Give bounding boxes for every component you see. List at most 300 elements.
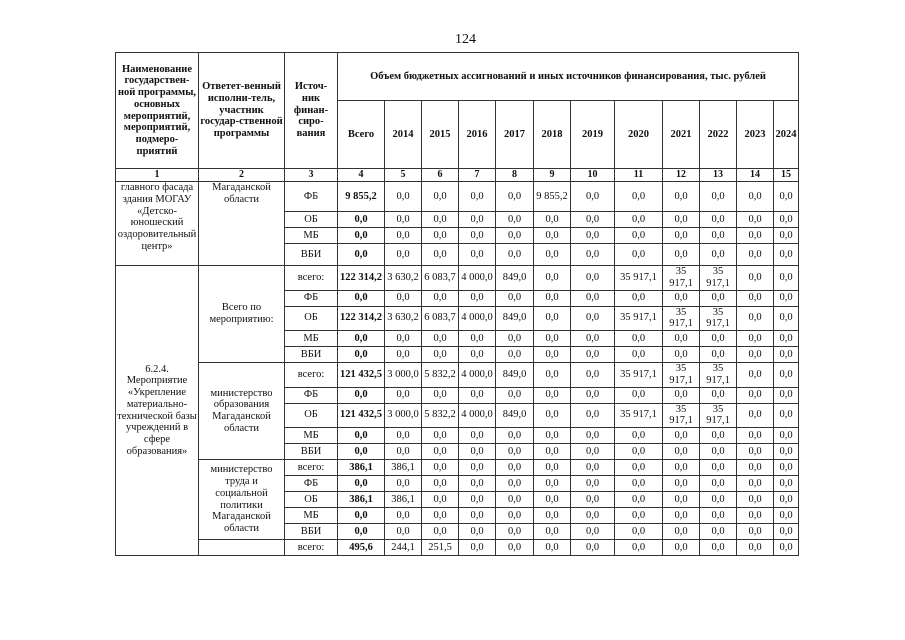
value-cell: 0,0 [737, 228, 774, 244]
source-cell: МБ [285, 428, 338, 444]
value-cell: 0,0 [571, 540, 615, 556]
value-cell: 0,0 [571, 182, 615, 212]
header-executor: Ответет-венный исполни-тель, участник государ-ственной программы [199, 53, 285, 169]
value-cell: 0,0 [534, 212, 571, 228]
value-cell: 35 917,1 [663, 403, 700, 428]
value-cell: 0,0 [422, 508, 459, 524]
value-cell: 251,5 [422, 540, 459, 556]
value-cell: 0,0 [385, 228, 422, 244]
value-cell: 0,0 [615, 428, 663, 444]
value-cell: 0,0 [496, 524, 534, 540]
value-cell: 0,0 [338, 428, 385, 444]
value-cell: 0,0 [338, 508, 385, 524]
value-cell: 0,0 [459, 540, 496, 556]
value-cell: 0,0 [338, 212, 385, 228]
value-cell: 0,0 [459, 460, 496, 476]
page-number: 124 [455, 32, 476, 47]
source-cell: ВБИ [285, 444, 338, 460]
value-cell: 0,0 [663, 428, 700, 444]
value-cell: 0,0 [774, 331, 799, 347]
value-cell: 0,0 [422, 428, 459, 444]
value-cell: 0,0 [737, 444, 774, 460]
value-cell: 0,0 [496, 428, 534, 444]
value-cell: 4 000,0 [459, 306, 496, 331]
value-cell: 0,0 [496, 331, 534, 347]
value-cell: 0,0 [663, 244, 700, 266]
value-cell: 0,0 [459, 444, 496, 460]
value-cell: 0,0 [571, 508, 615, 524]
value-cell: 0,0 [571, 266, 615, 291]
value-cell: 0,0 [534, 306, 571, 331]
value-cell: 121 432,5 [338, 403, 385, 428]
value-cell: 0,0 [422, 331, 459, 347]
column-number: 14 [737, 169, 774, 182]
program-name-cell: главного фасада здания МОГАУ «Детско-юношеский оздоровительный центр» [116, 182, 199, 266]
value-cell: 0,0 [774, 428, 799, 444]
value-cell: 0,0 [737, 508, 774, 524]
source-cell: ФБ [285, 290, 338, 306]
value-cell: 0,0 [534, 403, 571, 428]
value-cell: 0,0 [615, 182, 663, 212]
value-cell: 0,0 [615, 524, 663, 540]
value-cell: 0,0 [534, 508, 571, 524]
value-cell: 0,0 [615, 444, 663, 460]
value-cell: 0,0 [534, 524, 571, 540]
value-cell: 0,0 [663, 460, 700, 476]
value-cell: 0,0 [422, 476, 459, 492]
value-cell: 0,0 [700, 331, 737, 347]
value-cell: 0,0 [700, 444, 737, 460]
value-cell: 0,0 [338, 290, 385, 306]
value-cell: 0,0 [385, 387, 422, 403]
value-cell: 0,0 [774, 524, 799, 540]
value-cell: 0,0 [496, 182, 534, 212]
value-cell: 0,0 [615, 212, 663, 228]
value-cell: 0,0 [496, 444, 534, 460]
value-cell: 386,1 [338, 460, 385, 476]
column-number: 5 [385, 169, 422, 182]
value-cell: 0,0 [663, 228, 700, 244]
value-cell: 0,0 [737, 524, 774, 540]
column-number: 11 [615, 169, 663, 182]
value-cell: 0,0 [385, 524, 422, 540]
value-cell: 0,0 [700, 476, 737, 492]
value-cell: 0,0 [571, 306, 615, 331]
budget-table [115, 52, 799, 556]
value-cell: 0,0 [496, 508, 534, 524]
value-cell: 0,0 [700, 228, 737, 244]
value-cell: 0,0 [338, 347, 385, 363]
value-cell: 4 000,0 [459, 363, 496, 388]
value-cell: 386,1 [385, 492, 422, 508]
value-cell: 386,1 [338, 492, 385, 508]
value-cell: 0,0 [774, 212, 799, 228]
value-cell: 0,0 [700, 460, 737, 476]
value-cell: 35 917,1 [663, 266, 700, 291]
value-cell: 0,0 [422, 182, 459, 212]
value-cell: 0,0 [774, 403, 799, 428]
value-cell: 0,0 [385, 508, 422, 524]
executor-cell: министерство образования Магаданской области [199, 363, 285, 460]
column-number: 7 [459, 169, 496, 182]
value-cell: 849,0 [496, 363, 534, 388]
value-cell: 0,0 [571, 524, 615, 540]
value-cell: 0,0 [459, 212, 496, 228]
value-cell: 0,0 [737, 331, 774, 347]
value-cell: 122 314,2 [338, 306, 385, 331]
value-cell: 0,0 [774, 182, 799, 212]
value-cell: 0,0 [663, 182, 700, 212]
value-cell: 0,0 [422, 228, 459, 244]
value-cell: 0,0 [700, 387, 737, 403]
header-year: 2016 [459, 101, 496, 169]
value-cell: 0,0 [571, 244, 615, 266]
value-cell: 0,0 [700, 212, 737, 228]
value-cell: 0,0 [422, 460, 459, 476]
value-cell: 9 855,2 [534, 182, 571, 212]
header-year: 2020 [615, 101, 663, 169]
value-cell: 0,0 [422, 492, 459, 508]
value-cell: 35 917,1 [700, 403, 737, 428]
value-cell: 0,0 [459, 428, 496, 444]
value-cell: 0,0 [615, 492, 663, 508]
value-cell: 0,0 [700, 244, 737, 266]
value-cell: 849,0 [496, 306, 534, 331]
value-cell: 0,0 [459, 476, 496, 492]
value-cell: 0,0 [385, 244, 422, 266]
value-cell: 0,0 [615, 228, 663, 244]
source-cell: всего: [285, 266, 338, 291]
source-cell: ОБ [285, 492, 338, 508]
value-cell: 0,0 [615, 476, 663, 492]
value-cell: 0,0 [422, 524, 459, 540]
program-name-cell: 6.2.4. Мероприятие «Укрепление материально-технической базы учреждений в сфере образования» [116, 266, 199, 556]
value-cell: 0,0 [571, 492, 615, 508]
value-cell: 0,0 [700, 540, 737, 556]
value-cell: 0,0 [459, 331, 496, 347]
value-cell: 3 630,2 [385, 306, 422, 331]
value-cell: 0,0 [459, 524, 496, 540]
value-cell: 0,0 [338, 476, 385, 492]
table-row [116, 460, 799, 476]
value-cell: 0,0 [385, 290, 422, 306]
value-cell: 0,0 [737, 290, 774, 306]
value-cell: 0,0 [459, 228, 496, 244]
value-cell: 0,0 [737, 387, 774, 403]
value-cell: 0,0 [422, 244, 459, 266]
value-cell: 0,0 [338, 444, 385, 460]
value-cell: 0,0 [700, 524, 737, 540]
value-cell: 0,0 [571, 212, 615, 228]
value-cell: 122 314,2 [338, 266, 385, 291]
column-number: 2 [199, 169, 285, 182]
column-number: 13 [700, 169, 737, 182]
value-cell: 386,1 [385, 460, 422, 476]
value-cell: 0,0 [534, 363, 571, 388]
value-cell: 0,0 [774, 363, 799, 388]
value-cell: 0,0 [737, 540, 774, 556]
source-cell: МБ [285, 228, 338, 244]
value-cell: 0,0 [663, 290, 700, 306]
source-cell: ОБ [285, 306, 338, 331]
column-number: 12 [663, 169, 700, 182]
source-cell: всего: [285, 363, 338, 388]
source-cell: ВБИ [285, 347, 338, 363]
value-cell: 35 917,1 [615, 403, 663, 428]
value-cell: 0,0 [571, 387, 615, 403]
value-cell: 0,0 [571, 347, 615, 363]
table-row [116, 266, 799, 291]
value-cell: 0,0 [571, 363, 615, 388]
source-cell: МБ [285, 331, 338, 347]
value-cell: 0,0 [338, 331, 385, 347]
value-cell: 0,0 [774, 460, 799, 476]
column-number: 4 [338, 169, 385, 182]
value-cell: 0,0 [459, 492, 496, 508]
table-row [116, 540, 799, 556]
column-number: 8 [496, 169, 534, 182]
source-cell: МБ [285, 508, 338, 524]
column-number: 10 [571, 169, 615, 182]
value-cell: 0,0 [571, 428, 615, 444]
value-cell: 0,0 [737, 212, 774, 228]
value-cell: 0,0 [571, 444, 615, 460]
value-cell: 0,0 [534, 476, 571, 492]
value-cell: 0,0 [496, 387, 534, 403]
value-cell: 0,0 [534, 290, 571, 306]
value-cell: 0,0 [700, 290, 737, 306]
column-number: 1 [116, 169, 199, 182]
value-cell: 0,0 [496, 212, 534, 228]
value-cell: 121 432,5 [338, 363, 385, 388]
value-cell: 0,0 [338, 524, 385, 540]
value-cell: 3 000,0 [385, 403, 422, 428]
value-cell: 0,0 [534, 460, 571, 476]
value-cell: 0,0 [700, 347, 737, 363]
value-cell: 0,0 [496, 347, 534, 363]
value-cell: 0,0 [774, 508, 799, 524]
value-cell: 0,0 [663, 444, 700, 460]
source-cell: ОБ [285, 212, 338, 228]
value-cell: 0,0 [496, 290, 534, 306]
header-name: Наименование государствен-ной программы, основных мероприятий, мероприятий, подмеро-приятий [116, 53, 199, 169]
value-cell: 0,0 [385, 428, 422, 444]
executor-cell: Магаданской области [199, 182, 285, 266]
header-year: 2022 [700, 101, 737, 169]
value-cell: 0,0 [663, 508, 700, 524]
value-cell: 0,0 [663, 492, 700, 508]
value-cell: 0,0 [737, 244, 774, 266]
value-cell: 0,0 [385, 444, 422, 460]
value-cell: 0,0 [774, 290, 799, 306]
value-cell: 4 000,0 [459, 403, 496, 428]
value-cell: 0,0 [534, 387, 571, 403]
value-cell: 35 917,1 [700, 266, 737, 291]
source-cell: ФБ [285, 387, 338, 403]
value-cell: 5 832,2 [422, 403, 459, 428]
value-cell: 0,0 [385, 347, 422, 363]
value-cell: 0,0 [774, 228, 799, 244]
value-cell: 0,0 [774, 347, 799, 363]
value-cell: 35 917,1 [615, 306, 663, 331]
column-number: 6 [422, 169, 459, 182]
value-cell: 0,0 [663, 540, 700, 556]
value-cell: 0,0 [737, 403, 774, 428]
value-cell: 0,0 [663, 387, 700, 403]
value-cell: 0,0 [534, 244, 571, 266]
value-cell: 0,0 [338, 387, 385, 403]
value-cell: 0,0 [571, 331, 615, 347]
value-cell: 0,0 [774, 387, 799, 403]
value-cell: 0,0 [700, 428, 737, 444]
value-cell: 0,0 [737, 306, 774, 331]
source-cell: ВБИ [285, 524, 338, 540]
value-cell: 0,0 [615, 460, 663, 476]
value-cell: 0,0 [774, 492, 799, 508]
value-cell: 0,0 [737, 363, 774, 388]
value-cell: 0,0 [700, 508, 737, 524]
value-cell: 0,0 [774, 306, 799, 331]
value-cell: 0,0 [737, 182, 774, 212]
value-cell: 0,0 [534, 228, 571, 244]
value-cell: 0,0 [615, 347, 663, 363]
value-cell: 0,0 [534, 492, 571, 508]
value-cell: 35 917,1 [615, 266, 663, 291]
source-cell: ФБ [285, 476, 338, 492]
value-cell: 0,0 [615, 244, 663, 266]
value-cell: 3 630,2 [385, 266, 422, 291]
value-cell: 0,0 [534, 331, 571, 347]
value-cell: 0,0 [422, 290, 459, 306]
value-cell: 0,0 [571, 228, 615, 244]
value-cell: 0,0 [534, 444, 571, 460]
header-year: 2024 [774, 101, 799, 169]
value-cell: 4 000,0 [459, 266, 496, 291]
header-year: 2017 [496, 101, 534, 169]
value-cell: 0,0 [663, 476, 700, 492]
value-cell: 35 917,1 [663, 306, 700, 331]
table-row [116, 363, 799, 388]
value-cell: 0,0 [422, 347, 459, 363]
value-cell: 0,0 [459, 508, 496, 524]
value-cell: 6 083,7 [422, 266, 459, 291]
value-cell: 0,0 [663, 347, 700, 363]
header-year: 2015 [422, 101, 459, 169]
value-cell: 35 917,1 [615, 363, 663, 388]
value-cell: 0,0 [496, 540, 534, 556]
value-cell: 849,0 [496, 266, 534, 291]
value-cell: 244,1 [385, 540, 422, 556]
value-cell: 0,0 [774, 444, 799, 460]
table-row [116, 182, 799, 212]
source-cell: ФБ [285, 182, 338, 212]
value-cell: 0,0 [534, 266, 571, 291]
column-number: 3 [285, 169, 338, 182]
value-cell: 0,0 [338, 228, 385, 244]
value-cell: 0,0 [496, 244, 534, 266]
value-cell: 0,0 [422, 444, 459, 460]
value-cell: 0,0 [737, 347, 774, 363]
value-cell: 0,0 [737, 476, 774, 492]
value-cell: 0,0 [774, 266, 799, 291]
executor-cell [199, 540, 285, 556]
source-cell: всего: [285, 540, 338, 556]
value-cell: 0,0 [571, 460, 615, 476]
value-cell: 0,0 [615, 508, 663, 524]
value-cell: 35 917,1 [700, 363, 737, 388]
value-cell: 0,0 [774, 540, 799, 556]
executor-cell: Всего по мероприятию: [199, 266, 285, 363]
source-cell: всего: [285, 460, 338, 476]
header-budget-group: Объем бюджетных ассигнований и иных источников финансирования, тыс. рублей [338, 53, 799, 101]
value-cell: 0,0 [496, 476, 534, 492]
value-cell: 0,0 [534, 540, 571, 556]
header-year: 2023 [737, 101, 774, 169]
value-cell: 0,0 [459, 182, 496, 212]
value-cell: 0,0 [615, 331, 663, 347]
value-cell: 0,0 [385, 331, 422, 347]
value-cell: 0,0 [737, 428, 774, 444]
value-cell: 0,0 [774, 476, 799, 492]
value-cell: 0,0 [615, 387, 663, 403]
value-cell: 0,0 [534, 347, 571, 363]
header-year: 2019 [571, 101, 615, 169]
source-cell: ВБИ [285, 244, 338, 266]
value-cell: 0,0 [385, 476, 422, 492]
column-number: 9 [534, 169, 571, 182]
value-cell: 0,0 [571, 476, 615, 492]
value-cell: 6 083,7 [422, 306, 459, 331]
value-cell: 0,0 [385, 182, 422, 212]
value-cell: 0,0 [571, 403, 615, 428]
value-cell: 3 000,0 [385, 363, 422, 388]
value-cell: 0,0 [496, 228, 534, 244]
value-cell: 0,0 [737, 460, 774, 476]
value-cell: 0,0 [422, 387, 459, 403]
header-source: Источ-ник финан-сиро-вания [285, 53, 338, 169]
value-cell: 0,0 [663, 524, 700, 540]
value-cell: 35 917,1 [700, 306, 737, 331]
value-cell: 0,0 [663, 331, 700, 347]
value-cell: 0,0 [615, 290, 663, 306]
value-cell: 0,0 [459, 290, 496, 306]
value-cell: 0,0 [338, 244, 385, 266]
value-cell: 0,0 [663, 212, 700, 228]
value-cell: 9 855,2 [338, 182, 385, 212]
value-cell: 0,0 [534, 428, 571, 444]
value-cell: 495,6 [338, 540, 385, 556]
value-cell: 0,0 [700, 492, 737, 508]
value-cell: 5 832,2 [422, 363, 459, 388]
value-cell: 0,0 [459, 387, 496, 403]
value-cell: 0,0 [496, 460, 534, 476]
value-cell: 0,0 [571, 290, 615, 306]
value-cell: 0,0 [774, 244, 799, 266]
value-cell: 0,0 [737, 266, 774, 291]
value-cell: 0,0 [459, 244, 496, 266]
value-cell: 0,0 [700, 182, 737, 212]
source-cell: ОБ [285, 403, 338, 428]
value-cell: 0,0 [422, 212, 459, 228]
value-cell: 0,0 [496, 492, 534, 508]
column-number: 15 [774, 169, 799, 182]
value-cell: 0,0 [385, 212, 422, 228]
value-cell: 849,0 [496, 403, 534, 428]
header-year: 2021 [663, 101, 700, 169]
header-year: Всего [338, 101, 385, 169]
header-year: 2014 [385, 101, 422, 169]
value-cell: 35 917,1 [663, 363, 700, 388]
